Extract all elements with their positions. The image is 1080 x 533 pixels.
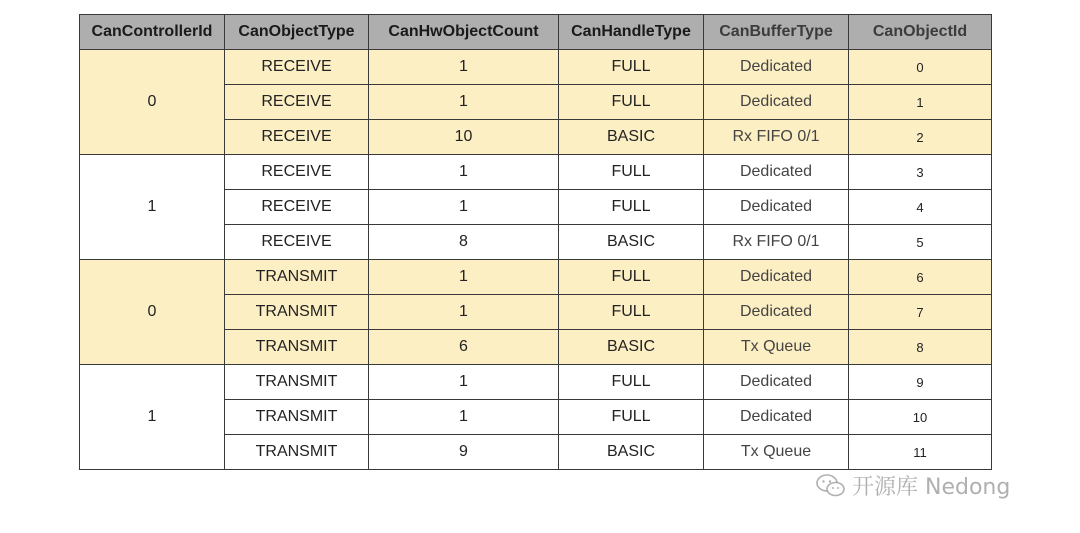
controller-id-cell: 1 [80,155,225,260]
buffer-type-cell: Rx FIFO 0/1 [704,120,849,155]
buffer-type-cell: Dedicated [704,295,849,330]
buffer-type-cell: Dedicated [704,85,849,120]
object-id-cell: 1 [849,85,992,120]
object-id-cell: 2 [849,120,992,155]
handle-type-cell: FULL [559,50,704,85]
watermark-text: 开源库 Nedong [852,475,1011,500]
handle-type-cell: BASIC [559,225,704,260]
object-id-cell: 8 [849,330,992,365]
object-type-cell: TRANSMIT [225,365,369,400]
buffer-type-cell: Dedicated [704,365,849,400]
header-can-object-type: CanObjectType [225,15,369,50]
buffer-type-cell: Rx FIFO 0/1 [704,225,849,260]
hw-count-cell: 1 [369,400,559,435]
buffer-type-cell: Dedicated [704,260,849,295]
header-can-hw-object-count: CanHwObjectCount [369,15,559,50]
object-id-cell: 9 [849,365,992,400]
object-id-cell: 4 [849,190,992,225]
object-type-cell: TRANSMIT [225,435,369,470]
hw-count-cell: 1 [369,365,559,400]
object-type-cell: RECEIVE [225,85,369,120]
handle-type-cell: BASIC [559,120,704,155]
object-id-cell: 7 [849,295,992,330]
table-row [80,155,992,190]
table-row [80,260,992,295]
controller-id-cell: 0 [80,260,225,365]
buffer-type-cell: Dedicated [704,50,849,85]
controller-id-cell: 0 [80,50,225,155]
hw-count-cell: 1 [369,155,559,190]
table-row [80,365,992,400]
controller-id-cell: 1 [80,365,225,470]
object-id-cell: 6 [849,260,992,295]
buffer-type-cell: Dedicated [704,155,849,190]
hw-count-cell: 1 [369,50,559,85]
hw-count-cell: 10 [369,120,559,155]
handle-type-cell: FULL [559,400,704,435]
object-id-cell: 0 [849,50,992,85]
hw-count-cell: 1 [369,85,559,120]
table-header-row [80,15,992,50]
table-row [80,50,992,85]
object-type-cell: TRANSMIT [225,400,369,435]
hw-count-cell: 1 [369,295,559,330]
wechat-icon [816,473,846,499]
object-id-cell: 5 [849,225,992,260]
handle-type-cell: FULL [559,190,704,225]
handle-type-cell: FULL [559,260,704,295]
header-can-handle-type: CanHandleType [559,15,704,50]
header-can-buffer-type: CanBufferType [704,15,849,50]
header-can-object-id: CanObjectId [849,15,992,50]
hw-count-cell: 6 [369,330,559,365]
hw-count-cell: 8 [369,225,559,260]
hw-count-cell: 9 [369,435,559,470]
object-id-cell: 3 [849,155,992,190]
object-type-cell: RECEIVE [225,190,369,225]
object-type-cell: TRANSMIT [225,260,369,295]
handle-type-cell: FULL [559,85,704,120]
object-type-cell: TRANSMIT [225,330,369,365]
handle-type-cell: BASIC [559,435,704,470]
header-can-controller-id: CanControllerId [80,15,225,50]
buffer-type-cell: Tx Queue [704,330,849,365]
hw-count-cell: 1 [369,260,559,295]
handle-type-cell: BASIC [559,330,704,365]
hw-count-cell: 1 [369,190,559,225]
object-type-cell: RECEIVE [225,50,369,85]
handle-type-cell: FULL [559,365,704,400]
object-type-cell: TRANSMIT [225,295,369,330]
buffer-type-cell: Dedicated [704,400,849,435]
handle-type-cell: FULL [559,295,704,330]
buffer-type-cell: Tx Queue [704,435,849,470]
object-id-cell: 10 [849,400,992,435]
handle-type-cell: FULL [559,155,704,190]
object-id-cell: 11 [849,435,992,470]
object-type-cell: RECEIVE [225,225,369,260]
object-type-cell: RECEIVE [225,120,369,155]
can-object-table [79,14,992,470]
watermark [816,470,1010,501]
object-type-cell: RECEIVE [225,155,369,190]
buffer-type-cell: Dedicated [704,190,849,225]
